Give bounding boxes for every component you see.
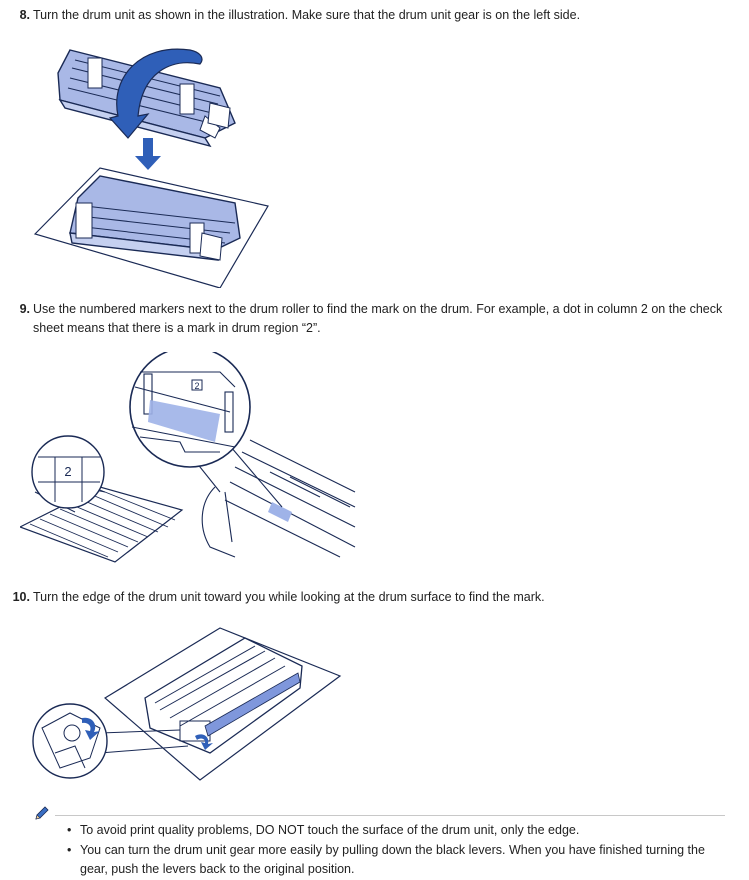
illustration-turn-drum-edge — [30, 618, 345, 788]
check-sheet-column-label: 2 — [64, 464, 72, 479]
step-number: 9. — [19, 302, 30, 316]
step-number: 8. — [19, 8, 30, 22]
note-item: • To avoid print quality problems, DO NOT touch the surface of the drum unit, only the edge. — [66, 821, 726, 841]
step-number: 10. — [12, 590, 30, 604]
step-text: Use the numbered markers next to the drum roller to find the mark on the drum. For example, a dot in column 2 on the check sheet means that there is a mark in drum region “2”. — [33, 302, 723, 335]
step-10 — [12, 588, 728, 607]
step-8 — [19, 6, 733, 25]
note-list — [66, 821, 726, 880]
illustration-find-mark-markers — [20, 352, 360, 567]
note-divider — [55, 815, 725, 816]
step-text: Turn the edge of the drum unit toward you while looking at the drum surface to find the mark. — [33, 590, 545, 604]
step-9 — [19, 300, 728, 338]
pencil-icon — [34, 805, 50, 821]
illustration-turn-drum-unit — [30, 38, 275, 288]
drum-marker-number: 2 — [194, 381, 200, 391]
step-text: Turn the drum unit as shown in the illustration. Make sure that the drum unit gear is on the left side. — [33, 8, 581, 22]
note-item: • You can turn the drum unit gear more easily by pulling down the black levers. When you have finished turning the gear, push the levers back to the original position. — [66, 841, 726, 880]
